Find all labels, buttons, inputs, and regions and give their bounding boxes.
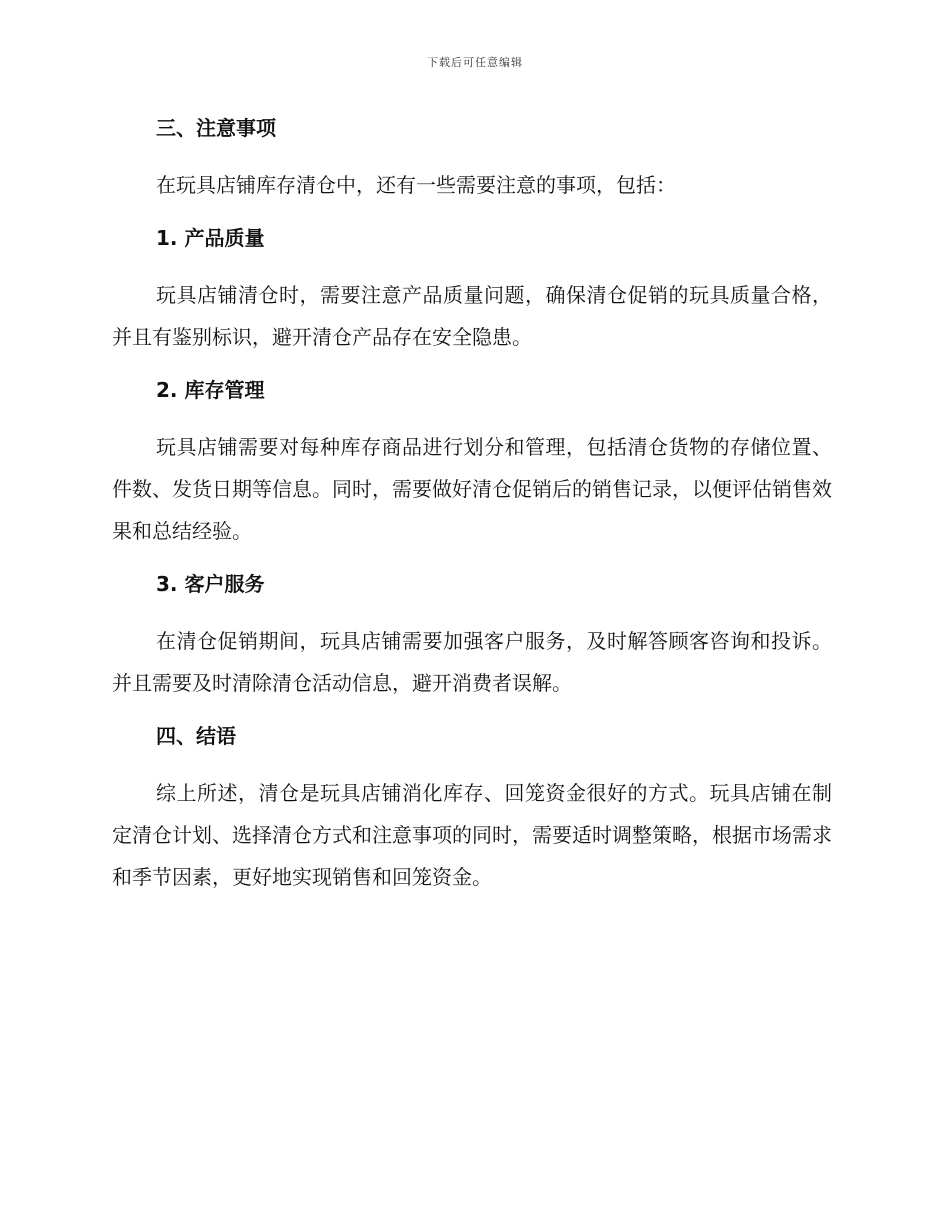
section-heading: 四、结语 [156, 724, 236, 748]
section-customer-service [112, 568, 832, 704]
document-body [112, 112, 832, 898]
section-heading: 2. 库存管理 [156, 378, 265, 402]
section-paragraph: 综上所述，清仓是玩具店铺消化库存、回笼资金很好的方式。玩具店铺在制定清仓计划、选择清仓方式和注意事项的同时，需要适时调整策略，根据市场需求和季节因素，更好地实现销售和回笼资金。 [112, 781, 832, 889]
header-note: 下载后可任意编辑 [427, 56, 523, 69]
section-notes [112, 112, 832, 206]
section-paragraph: 玩具店铺清仓时，需要注意产品质量问题，确保清仓促销的玩具质量合格，并且有鉴别标识，避开清仓产品存在安全隐患。 [112, 283, 832, 349]
section-heading: 3. 客户服务 [156, 572, 265, 596]
section-inventory-management [112, 374, 832, 552]
section-paragraph: 在玩具店铺库存清仓中，还有一些需要注意的事项，包括： [156, 173, 676, 197]
section-heading: 1. 产品质量 [156, 226, 265, 250]
section-paragraph: 玩具店铺需要对每种库存商品进行划分和管理，包括清仓货物的存储位置、件数、发货日期等信息。同时，需要做好清仓促销后的销售记录，以便评估销售效果和总结经验。 [112, 435, 832, 543]
section-product-quality [112, 222, 832, 358]
section-conclusion [112, 720, 832, 898]
section-heading: 三、注意事项 [156, 116, 276, 140]
section-paragraph: 在清仓促销期间，玩具店铺需要加强客户服务，及时解答顾客咨询和投诉。并且需要及时清除清仓活动信息，避开消费者误解。 [112, 629, 832, 695]
